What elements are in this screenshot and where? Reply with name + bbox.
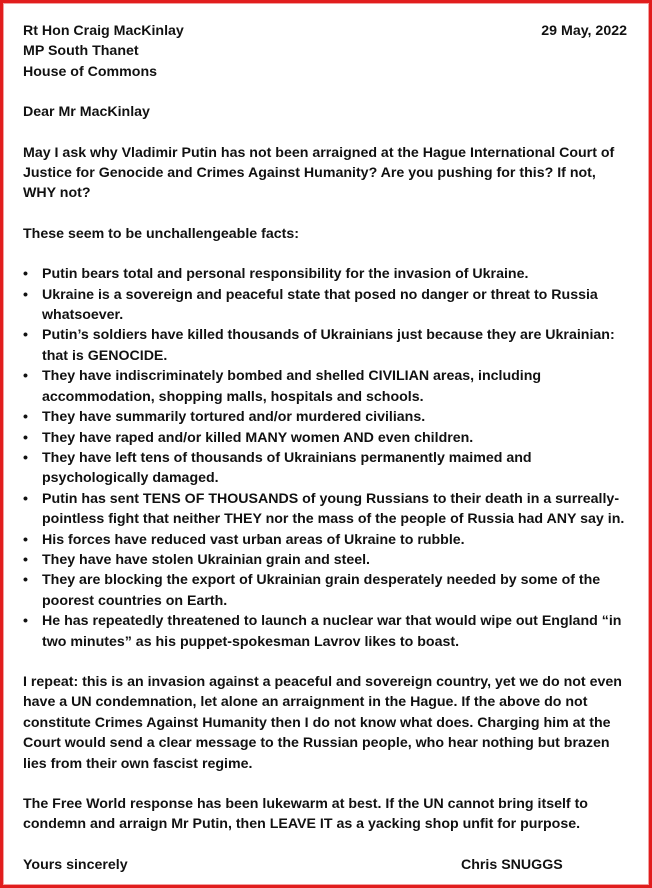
bullet-icon: •: [23, 531, 28, 548]
recipient-house: House of Commons: [23, 63, 157, 80]
bullet-icon: •: [23, 551, 28, 568]
fact-text: They have have stolen Ukrainian grain and steel.: [42, 551, 371, 568]
sign-off: Yours sincerely: [23, 856, 128, 873]
list-item: [23, 550, 629, 570]
signature-name: Chris SNUGGS: [461, 856, 563, 873]
free-world-paragraph: The Free World response has been lukewarm at best. If the UN cannot bring itself to condemn and arraign Mr Putin, then LEAVE IT as a yacking shop unfit for purpose.: [23, 796, 588, 833]
letter-closing: [23, 855, 629, 875]
intro-paragraph: May I ask why Vladimir Putin has not been arraigned at the Hague International Court of Justice for Genocide and Crimes Against Humanity? Are you pushing for this? If not, WHY not?: [23, 144, 615, 202]
recipient-name: Rt Hon Craig MacKinlay: [23, 23, 184, 39]
bullet-icon: •: [23, 449, 28, 466]
fact-text: They have left tens of thousands of Ukrainians permanently maimed and psychologically damaged.: [42, 449, 532, 487]
list-item: [23, 366, 629, 407]
list-item: [23, 570, 629, 611]
fact-text: His forces have reduced vast urban areas of Ukraine to rubble.: [42, 531, 465, 548]
list-item: [23, 448, 629, 489]
fact-text: They have raped and/or killed MANY women AND even children.: [42, 429, 474, 446]
recipient-constituency: MP South Thanet: [23, 43, 139, 60]
list-item: [23, 489, 629, 530]
list-item: [23, 611, 629, 652]
fact-text: Putin’s soldiers have killed thousands of Ukrainians just because they are Ukrainian: that is GENOCIDE.: [42, 327, 615, 364]
bullet-icon: •: [23, 572, 28, 589]
list-item: [23, 530, 629, 550]
fact-text: They have summarily tortured and/or murdered civilians.: [42, 409, 426, 426]
list-item: [23, 428, 629, 448]
letter-header: [23, 21, 629, 82]
facts-lead-in: These seem to be unchallengeable facts:: [23, 225, 299, 242]
bullet-icon: •: [23, 490, 28, 507]
repeat-paragraph: I repeat: this is an invasion against a peaceful and sovereign country, yet we do not even have a UN condemnation, let alone an arraignment in the Hague. If the above do not constitute Crimes Against Humanity then I do not know what does. Charging him at the Court would send a clear message to the Russian people, who hear nothing but brazen lies from their own fascist regime.: [23, 673, 622, 772]
bullet-icon: •: [23, 327, 28, 344]
list-item: [23, 407, 629, 427]
recipient-address: [23, 21, 629, 82]
bullet-icon: •: [23, 266, 28, 283]
letter-date: 29 May, 2022: [541, 23, 627, 39]
fact-text: They are blocking the export of Ukrainian grain desperately needed by some of the poorest countries on Earth.: [42, 572, 601, 609]
facts-list: [23, 264, 629, 652]
bullet-icon: •: [23, 368, 28, 385]
list-item: [23, 264, 629, 284]
fact-text: Ukraine is a sovereign and peaceful state that posed no danger or threat to Russia whatsoever.: [42, 286, 598, 324]
bullet-icon: •: [23, 286, 28, 303]
list-item: [23, 325, 629, 366]
fact-text: Putin has sent TENS OF THOUSANDS of young Russians to their death in a surreally-pointless fight that neither THEY nor the mass of the people of Russia had ANY say in.: [42, 490, 625, 528]
fact-text: He has repeatedly threatened to launch a nuclear war that would wipe out England “in two minutes” as his puppet-spokesman Lavrov likes to boast.: [42, 613, 622, 650]
bullet-icon: •: [23, 409, 28, 426]
bullet-icon: •: [23, 613, 28, 630]
bullet-icon: •: [23, 429, 28, 446]
fact-text: They have indiscriminately bombed and shelled CIVILIAN areas, including accommodation, shopping malls, hospitals and schools.: [42, 368, 542, 405]
list-item: [23, 285, 629, 326]
fact-text: Putin bears total and personal responsibility for the invasion of Ukraine.: [42, 266, 529, 283]
salutation: Dear Mr MacKinlay: [23, 104, 150, 121]
